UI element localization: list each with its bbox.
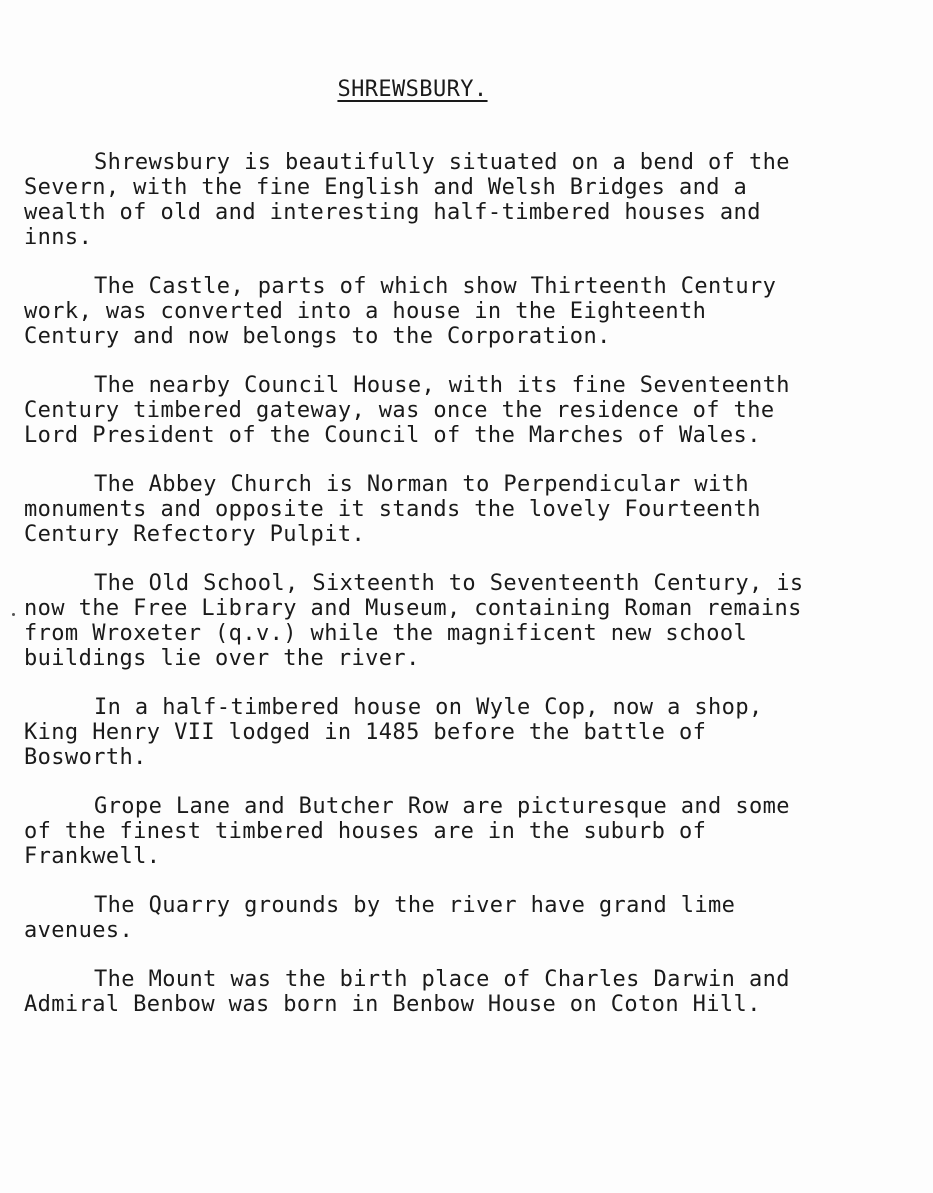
paragraph-3 <box>24 373 904 448</box>
text-line: Shrewsbury is beautifully situated on a bend of the <box>94 150 790 175</box>
text-line: Century Refectory Pulpit. <box>24 522 366 547</box>
text-line: Frankwell. <box>24 844 161 869</box>
text-line: Lord President of the Council of the Marches of Wales. <box>24 423 761 448</box>
paragraph-6 <box>24 695 904 770</box>
text-line: Century timbered gateway, was once the residence of the <box>24 398 775 423</box>
text-line: The Abbey Church is Norman to Perpendicular with <box>94 472 749 497</box>
text-line: avenues. <box>24 918 134 943</box>
text-line: The nearby Council House, with its fine Seventeenth <box>94 373 790 398</box>
text-line: wealth of old and interesting half-timbered houses and <box>24 200 761 225</box>
text-line: inns. <box>24 225 93 250</box>
text-line: work, was converted into a house in the Eighteenth <box>24 299 707 324</box>
paragraph-2 <box>24 274 904 349</box>
text-line: Severn, with the fine English and Welsh Bridges and a <box>24 175 748 200</box>
text-line: of the finest timbered houses are in the suburb of <box>24 819 707 844</box>
paragraph-8 <box>24 893 904 943</box>
page-title <box>0 76 825 104</box>
text-line: Century and now belongs to the Corporation. <box>24 324 611 349</box>
text-line: The Quarry grounds by the river have grand lime <box>94 893 736 918</box>
text-line: buildings lie over the river. <box>24 646 420 671</box>
paragraph-1 <box>24 150 904 250</box>
page-title-text: SHREWSBURY. <box>337 77 488 102</box>
paragraph-7 <box>24 794 904 869</box>
text-line: monuments and opposite it stands the lovely Fourteenth <box>24 497 761 522</box>
margin-mark <box>12 613 15 616</box>
text-line: Bosworth. <box>24 745 147 770</box>
paragraph-5 <box>24 571 904 671</box>
text-line: Admiral Benbow was born in Benbow House on Coton Hill. <box>24 992 761 1017</box>
text-line: In a half-timbered house on Wyle Cop, now a shop, <box>94 695 763 720</box>
text-line: The Castle, parts of which show Thirteenth Century <box>94 274 777 299</box>
text-line: Grope Lane and Butcher Row are picturesque and some <box>94 794 790 819</box>
text-line: The Mount was the birth place of Charles Darwin and <box>94 967 790 992</box>
text-line: from Wroxeter (q.v.) while the magnificent new school <box>24 621 748 646</box>
text-line: now the Free Library and Museum, containing Roman remains <box>24 596 802 621</box>
text-line: King Henry VII lodged in 1485 before the battle of <box>24 720 707 745</box>
text-line: The Old School, Sixteenth to Seventeenth Century, is <box>94 571 804 596</box>
document-body <box>24 150 904 1041</box>
paragraph-4 <box>24 472 904 547</box>
paragraph-9 <box>24 967 904 1017</box>
